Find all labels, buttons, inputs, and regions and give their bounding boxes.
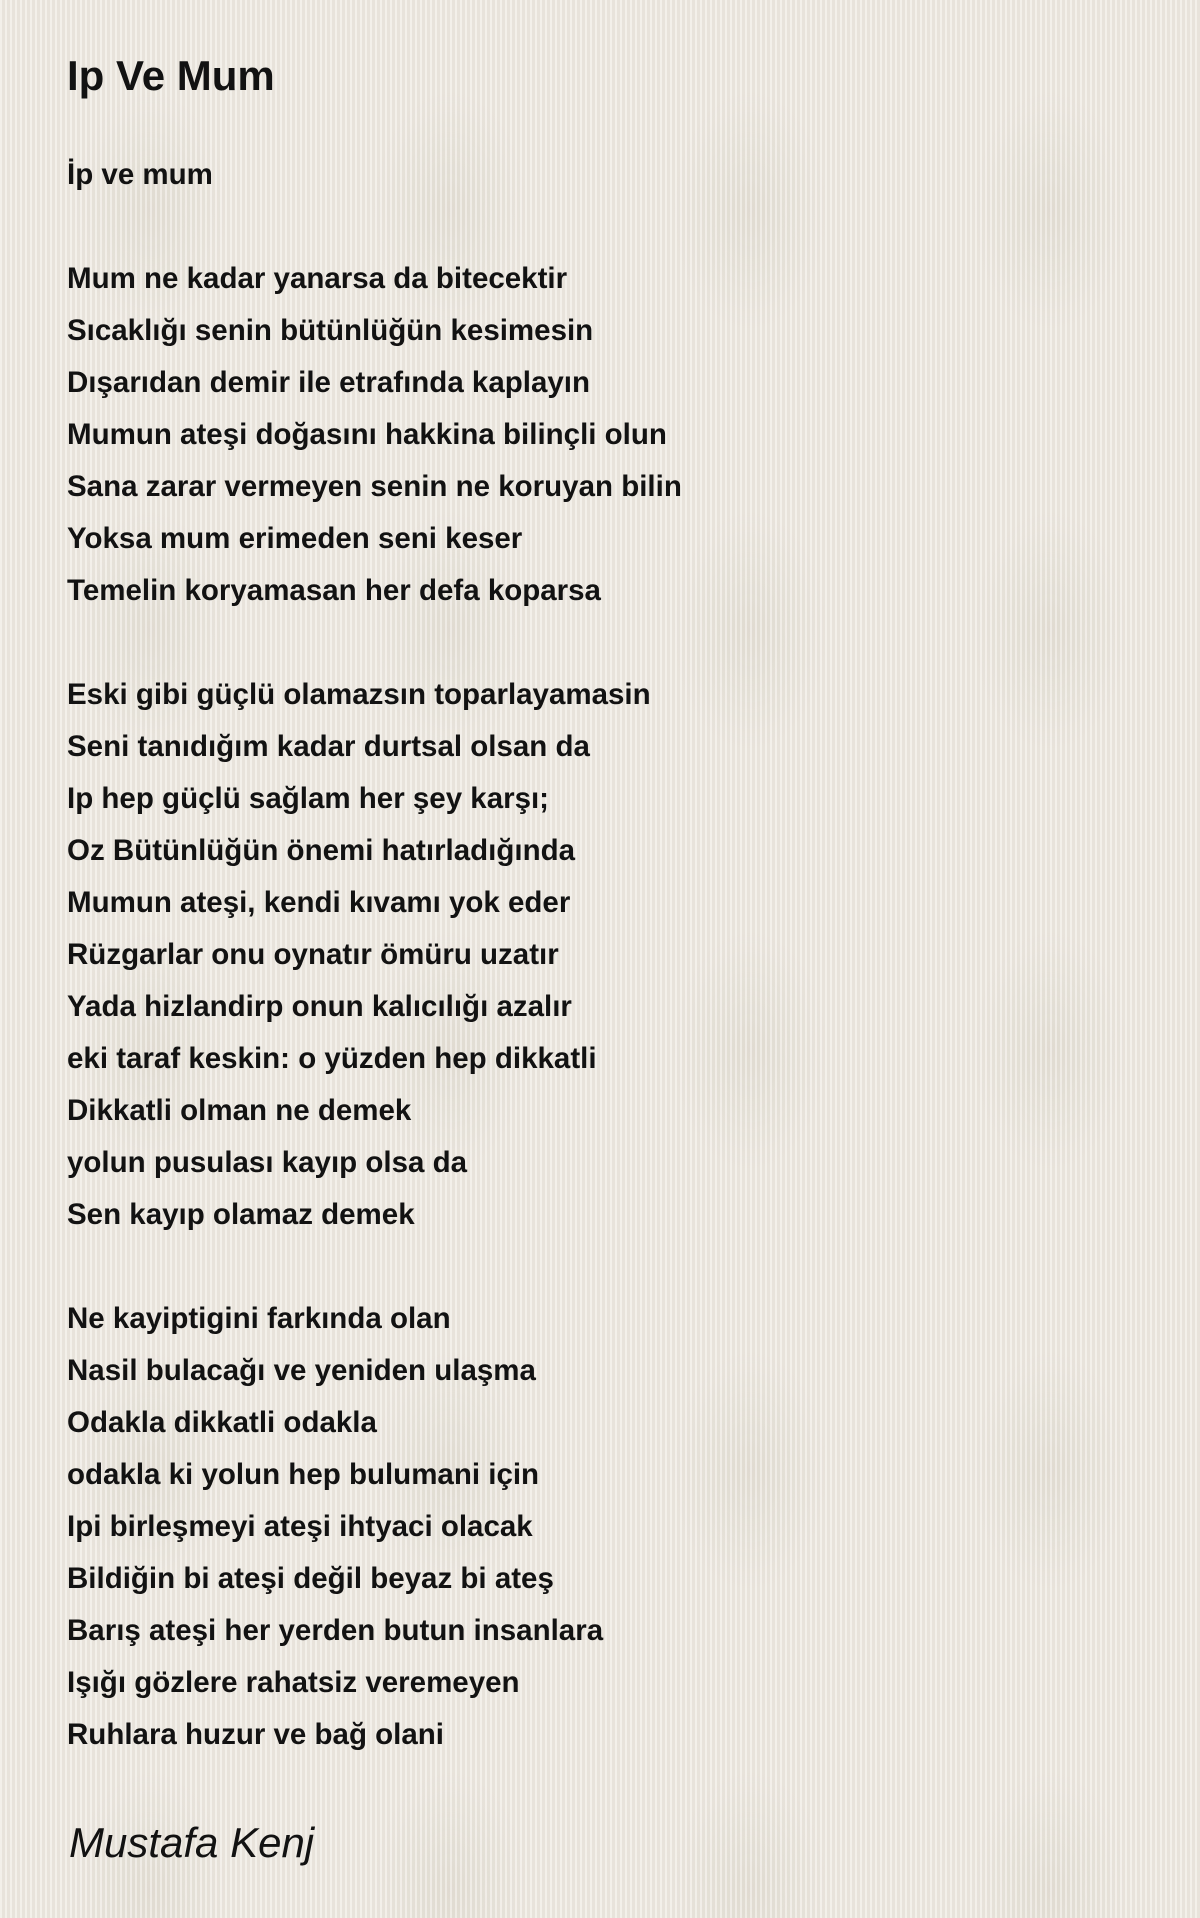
verse-line: Yoksa mum erimeden seni keser [67,522,523,555]
verse-line: Barış ateşi her yerden butun insanlara [67,1614,604,1647]
verse-line: Seni tanıdığım kadar durtsal olsan da [67,730,590,763]
verse-line: Mumun ateşi, kendi kıvamı yok eder [67,886,571,919]
poem-title: Ip Ve Mum [67,52,275,99]
verse-line: İp ve mum [67,158,213,191]
verse-line: Eski gibi güçlü olamazsın toparlayamasin [67,678,651,711]
verse-line: Işığı gözlere rahatsiz veremeyen [67,1666,520,1699]
verse-line: Mumun ateşi doğasını hakkina bilinçli olun [67,418,667,451]
verse-line: Sıcaklığı senin bütünlüğün kesimesin [67,314,594,347]
verse-line: Dikkatli olman ne demek [67,1094,412,1127]
verse-line: odakla ki yolun hep bulumani için [67,1458,540,1491]
stanza-1 [67,149,1127,201]
verse-line: Rüzgarlar onu oynatır ömüru uzatır [67,938,559,971]
verse-line: Yada hizlandirp onun kalıcılığı azalır [67,990,572,1023]
verse-line: Nasil bulacağı ve yeniden ulaşma [67,1354,536,1387]
verse-line: eki taraf keskin: o yüzden hep dikkatli [67,1042,597,1075]
verse-line: Sen kayıp olamaz demek [67,1198,415,1231]
poem-author: Mustafa Kenj [69,1819,315,1866]
verse-line: Ruhlara huzur ve bağ olani [67,1718,445,1751]
verse-line: Ipi birleşmeyi ateşi ihtyaci olacak [67,1510,533,1543]
poem-body [67,149,1127,1813]
verse-line: yolun pusulası kayıp olsa da [67,1146,468,1179]
verse-line: Sana zarar vermeyen senin ne koruyan bilin [67,470,682,503]
verse-line: Bildiğin bi ateşi değil beyaz bi ateş [67,1562,554,1595]
verse-line: Temelin koryamasan her defa koparsa [67,574,601,607]
stanza-3 [67,669,1127,1241]
verse-line: Oz Bütünlüğün önemi hatırladığında [67,834,576,867]
verse-line: Odakla dikkatli odakla [67,1406,377,1439]
verse-line: Ip hep güçlü sağlam her şey karşı; [67,782,550,815]
verse-line: Ne kayiptigini farkında olan [67,1302,451,1335]
stanza-2 [67,253,1127,617]
verse-line: Mum ne kadar yanarsa da bitecektir [67,262,568,295]
stanza-4 [67,1293,1127,1761]
verse-line: Dışarıdan demir ile etrafında kaplayın [67,366,590,399]
